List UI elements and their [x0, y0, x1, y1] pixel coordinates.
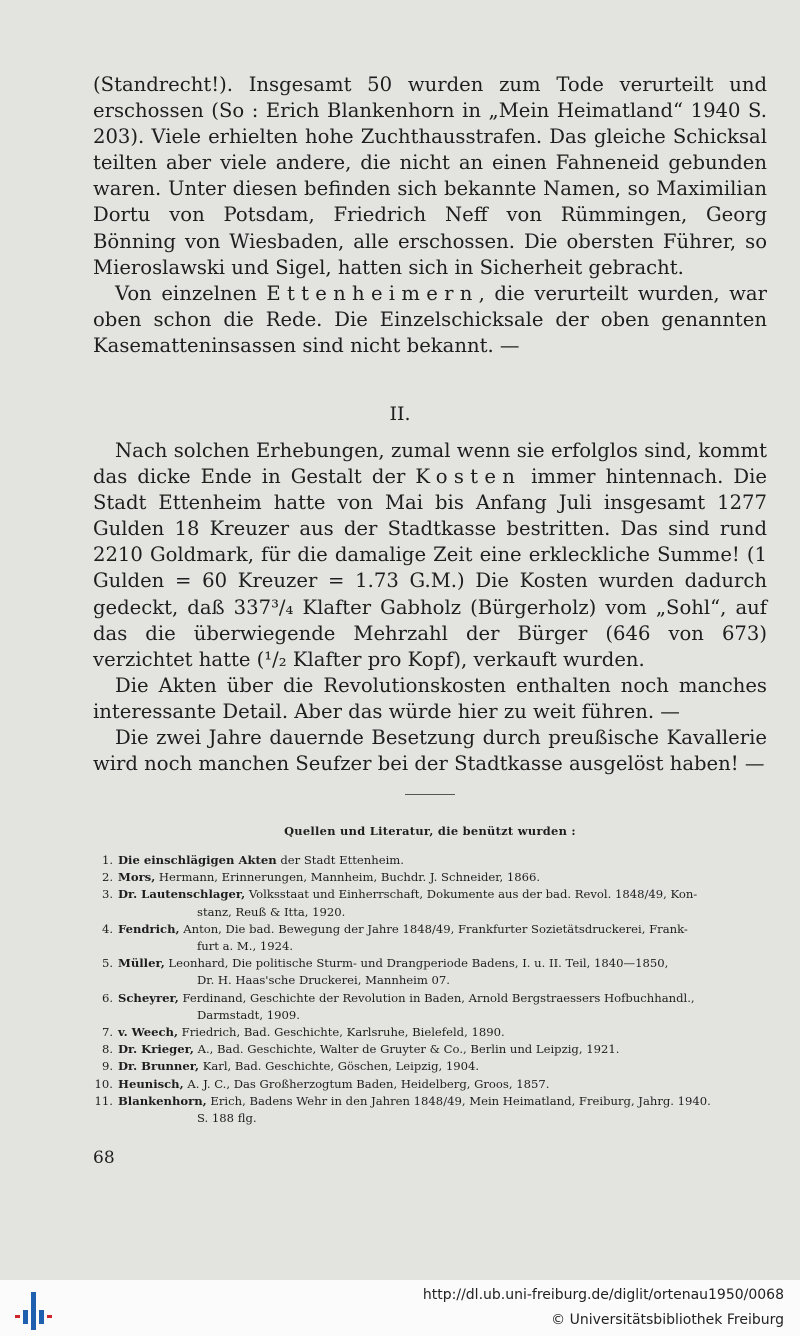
paragraph-2-emphasis: Ettenheimern [266, 281, 479, 305]
reference-continuation: furt a. M., 1924. [197, 939, 294, 954]
reference-item [93, 869, 769, 886]
reference-number: 5. [101, 956, 113, 971]
reference-author: Scheyrer, [118, 990, 179, 1005]
paragraph-3 [93, 438, 767, 673]
references-list [93, 852, 769, 1127]
reference-author: Blankenhorn, [118, 1093, 207, 1108]
paragraph-4: Die Akten über die Revolutionskosten enthalten noch manches interessante Detail. Aber das würde hier zu weit führen. — [93, 673, 767, 723]
paragraph-3-emphasis: Kosten [415, 465, 522, 489]
main-text-section-2 [93, 438, 767, 777]
reference-author: Die einschlägigen Akten [118, 853, 277, 867]
reference-number: 11. [94, 1093, 113, 1108]
reference-text: Leonhard, Die politische Sturm- und Drangperiode Badens, I. u. II. Teil, 1840—1850, [164, 956, 669, 971]
reference-item [93, 1076, 769, 1093]
reference-number: 7. [101, 1025, 113, 1040]
reference-continuation: Dr. H. Haas'sche Druckerei, Mannheim 07. [197, 973, 450, 988]
reference-author: Müller, [118, 956, 165, 971]
main-text [93, 72, 767, 359]
reference-number: 8. [101, 1042, 113, 1057]
reference-author: Mors, [118, 870, 156, 885]
reference-number: 3. [101, 887, 113, 902]
reference-text: der Stadt Ettenheim. [276, 853, 404, 867]
reference-text: A., Bad. Geschichte, Walter de Gruyter & Co., Berlin und Leipzig, 1921. [193, 1042, 620, 1057]
reference-item [93, 1041, 769, 1058]
references-title: Quellen und Literatur, die benützt wurden : [284, 824, 576, 838]
paragraph-2 [93, 281, 767, 359]
reference-text: Anton, Die bad. Bewegung der Jahre 1848/49, Frankfurter Sozietätsdruckerei, Frank- [179, 921, 688, 936]
reference-number: 10. [94, 1076, 113, 1091]
page-number: 68 [93, 1148, 115, 1168]
reference-continuation: Darmstadt, 1909. [197, 1007, 300, 1022]
reference-item [93, 1058, 769, 1075]
reference-number: 9. [101, 1059, 113, 1074]
paragraph-1: (Standrecht!). Insgesamt 50 wurden zum Tode verurteilt und erschossen (So : Erich Blankenhorn in „Mein Heimatland“ 1940 S. 203). Viele erhielten hohe Zuchthausstrafen. Das gleiche Schicksal teilten aber viele andere, die nicht an einen Fahneneid gebunden waren. Unter diesen befinden sich bekannte Namen, so Maximilian Dortu von Potsdam, Friedrich Neff von Rümmingen, Georg Bönning von Wiesbaden, alle erschossen. Die obersten Führer, so Mieroslawski und Sigel, hatten sich in Sicherheit gebracht. [93, 73, 767, 279]
paragraph-5: Die zwei Jahre dauernde Besetzung durch preußische Kavallerie wird noch manchen Seufzer bei der Stadtkasse ausgelöst haben! — [93, 726, 767, 776]
reference-text: Ferdinand, Geschichte der Revolution in Baden, Arnold Bergstraessers Hofbuchhandl., [178, 990, 695, 1005]
reference-item [93, 852, 769, 869]
reference-continuation: stanz, Reuß & Itta, 1920. [197, 904, 346, 919]
reference-author: v. Weech, [118, 1025, 178, 1040]
reference-text: Friedrich, Bad. Geschichte, Karlsruhe, Bielefeld, 1890. [178, 1025, 505, 1040]
paragraph-2-text-a: Von einzelnen [115, 281, 267, 305]
copyright-text: © Universitätsbibliothek Freiburg [551, 1312, 784, 1328]
reference-text: Hermann, Erinnerungen, Mannheim, Buchdr. J. Schneider, 1866. [155, 870, 541, 885]
reference-item [93, 955, 769, 989]
reference-item [93, 886, 769, 920]
reference-number: 4. [101, 921, 113, 936]
reference-item [93, 1093, 769, 1127]
reference-item [93, 1024, 769, 1041]
reference-text: Erich, Badens Wehr in den Jahren 1848/49, Mein Heimatland, Freiburg, Jahrg. 1940. [206, 1093, 711, 1108]
reference-text: A. J. C., Das Großherzogtum Baden, Heidelberg, Groos, 1857. [183, 1076, 550, 1091]
ub-freiburg-logo-icon [14, 1290, 54, 1332]
reference-author: Dr. Krieger, [118, 1042, 194, 1057]
reference-author: Heunisch, [118, 1076, 184, 1091]
reference-text: Karl, Bad. Geschichte, Göschen, Leipzig, 1904. [199, 1059, 480, 1074]
reference-author: Fendrich, [118, 921, 180, 936]
section-number: II. [389, 403, 411, 425]
paragraph-3-text-a: Nach solchen Erhebungen, zumal wenn sie erfolglos sind, kommt das dicke Ende in Gestalt der [93, 439, 767, 489]
paragraph-3-text-b: immer hintennach. Die Stadt Ettenheim hatte von Mai bis Anfang Juli insgesamt 1277 Gulden 18 Kreuzer aus der Stadtkasse bestritten. Das sind rund 2210 Goldmark, für die damalige Zeit eine erkleckliche Summe! (1 Gulden = 60 Kreuzer = 1.73 G.M.) Die Kosten wurden dadurch gedeckt, daß 337³/₄ Klafter Gabholz (Bürgerholz) vom „Sohl“, auf das die überwiegende Mehrzahl der Bürger (646 von 673) verzichtet hatte (¹/₂ Klafter pro Kopf), verkauft wurden. [93, 465, 767, 671]
reference-number: 1. [101, 853, 113, 867]
reference-number: 2. [101, 870, 113, 885]
source-url-link[interactable]: http://dl.ub.uni-freiburg.de/diglit/ortenau1950/0068 [422, 1287, 784, 1303]
reference-continuation: S. 188 flg. [197, 1111, 257, 1126]
reference-item [93, 921, 769, 955]
section-divider [405, 794, 455, 795]
reference-item [93, 990, 769, 1024]
reference-text: Volksstaat und Einherrschaft, Dokumente aus der bad. Revol. 1848/49, Kon- [245, 887, 698, 902]
reference-author: Dr. Lautenschlager, [118, 887, 246, 902]
reference-number: 6. [101, 990, 113, 1005]
viewer-footer [0, 1280, 800, 1336]
paragraph-2-text-b: , die verurteilt wurden, war oben schon die Rede. Die Einzelschicksale der oben genannten Kasematteninsassen sind nicht bekannt. — [93, 281, 767, 357]
reference-author: Dr. Brunner, [118, 1059, 200, 1074]
